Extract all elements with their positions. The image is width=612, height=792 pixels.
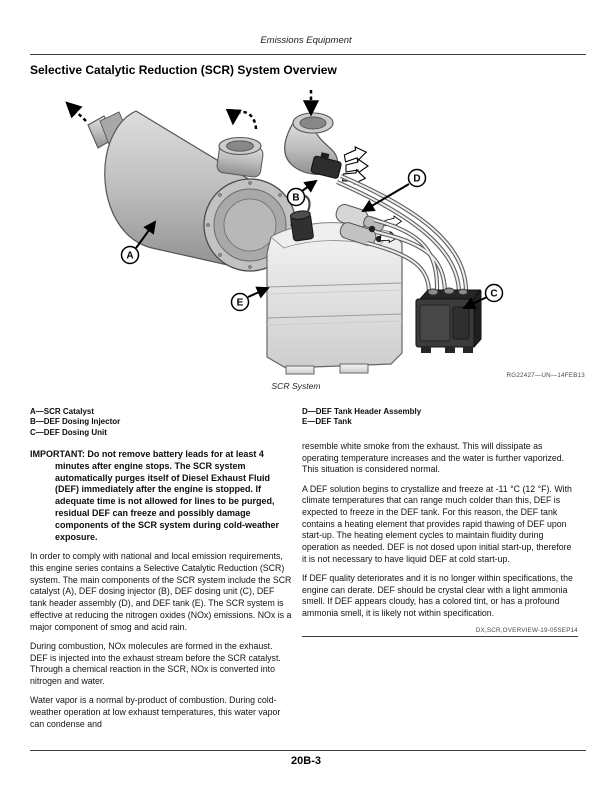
exhaust-flow-arrow [67,103,86,121]
callout-a-label: A [126,250,134,262]
legend-item-e: E—DEF Tank [302,417,352,427]
running-header: Emissions Equipment [260,35,352,46]
scr-catalyst-illustration [67,103,296,271]
section-end-rule [302,636,578,637]
callout-b-label: B [292,192,300,204]
paragraph: During combustion, NOx molecules are formed in the exhaust. DEF is injected into the exhaust stream before the SCR catalyst. Through a chemical reaction in the SCR, NOx is converted into nitrogen and water. [30,640,281,686]
legend-left-column [30,407,302,438]
spray-arrow [343,145,367,163]
page-number: 20B-3 [291,755,321,767]
callout-c-label: C [490,288,498,300]
scr-system-figure [0,85,612,377]
def-inlet-arrow-left [233,112,256,129]
doc-code: DX,SCR,OVERVIEW-19-05SEP14 [475,627,578,635]
callout-e-label: E [236,297,244,309]
paragraph: If DEF quality deteriorates and it is no longer within specifications, the engine can derate. DEF should be crystal clear with a light ammonia smell. If DEF appears cloudy, has a colored tint, or has a profound ammonia smell, it is likely not within specification. [302,573,573,619]
legend-item-b: B—DEF Dosing Injector [30,417,121,427]
important-label: IMPORTANT: [30,449,85,459]
header-rule [30,54,586,55]
legend-item-c: C—DEF Dosing Unit [30,427,107,437]
body-left-column [30,449,292,738]
callout-e [232,288,269,311]
paragraph: In order to comply with national and local emission requirements, this engine series contains a Selective Catalytic Reduction (SCR) system. The main components of the SCR system include the SCR catalyst (A), DEF dosing injector (B), DEF dosing unit (C), DEF tank header assembly (D), and DEF tank (E). The SCR system is effective at reducing the nitrogen oxides (NOx) emissions. NOx is a major component of smog and acid rain. [30,551,292,632]
legend-right-column [302,407,586,438]
callout-b [288,181,317,206]
def-dosing-unit-illustration [416,288,481,353]
paragraph: Water vapor is a normal by-product of combustion. During cold-weather operation at low exhaust temperatures, this water vapor can condense and [30,695,281,729]
legend-item-a: A—SCR Catalyst [30,407,95,416]
body-right-column [302,441,578,637]
paragraph: resemble white smoke from the exhaust. This will dissipate as operating temperature increases and the water is further vaporized. This situation is considered normal. [302,441,565,475]
legend-item-d: D—DEF Tank Header Assembly [302,407,422,416]
tank-vent-fitting [290,210,314,242]
figure-caption: SCR System [271,381,321,391]
important-note [30,449,292,543]
paragraph: A DEF solution begins to crystallize and freeze at -11 °C (12 °F). With climate temperatures that can range much colder than this, DEF is expected to freeze in the DEF tank. For this reason, the DEF tank contains a heating element that provides rapid thawing of DEF upon start-up. The heating element cycles to maintain fluidity during operation as needed. DEF is not dosed upon initial start-up, therefore it is not necessary to have liquid DEF at cold start-up. [302,483,572,564]
def-dosing-injector-illustration [285,90,368,185]
callout-d-label: D [413,173,421,185]
important-text: Do not remove battery leads for at least 4 minutes after engine stops. The SCR system automatically purges itself of Diesel Exhaust Fluid (DEF) immediately after the engine is stopped. If adequate time is not allowed for lines to be purged, residual DEF can freeze and possibly damage components of the SCR system during cold-weather exposure. [55,449,280,542]
figure-id: RG22427—UN—14FEB13 [506,372,585,379]
figure-legend [30,407,586,438]
footer-rule [30,750,586,751]
page-title: Selective Catalytic Reduction (SCR) System Overview [30,63,337,77]
